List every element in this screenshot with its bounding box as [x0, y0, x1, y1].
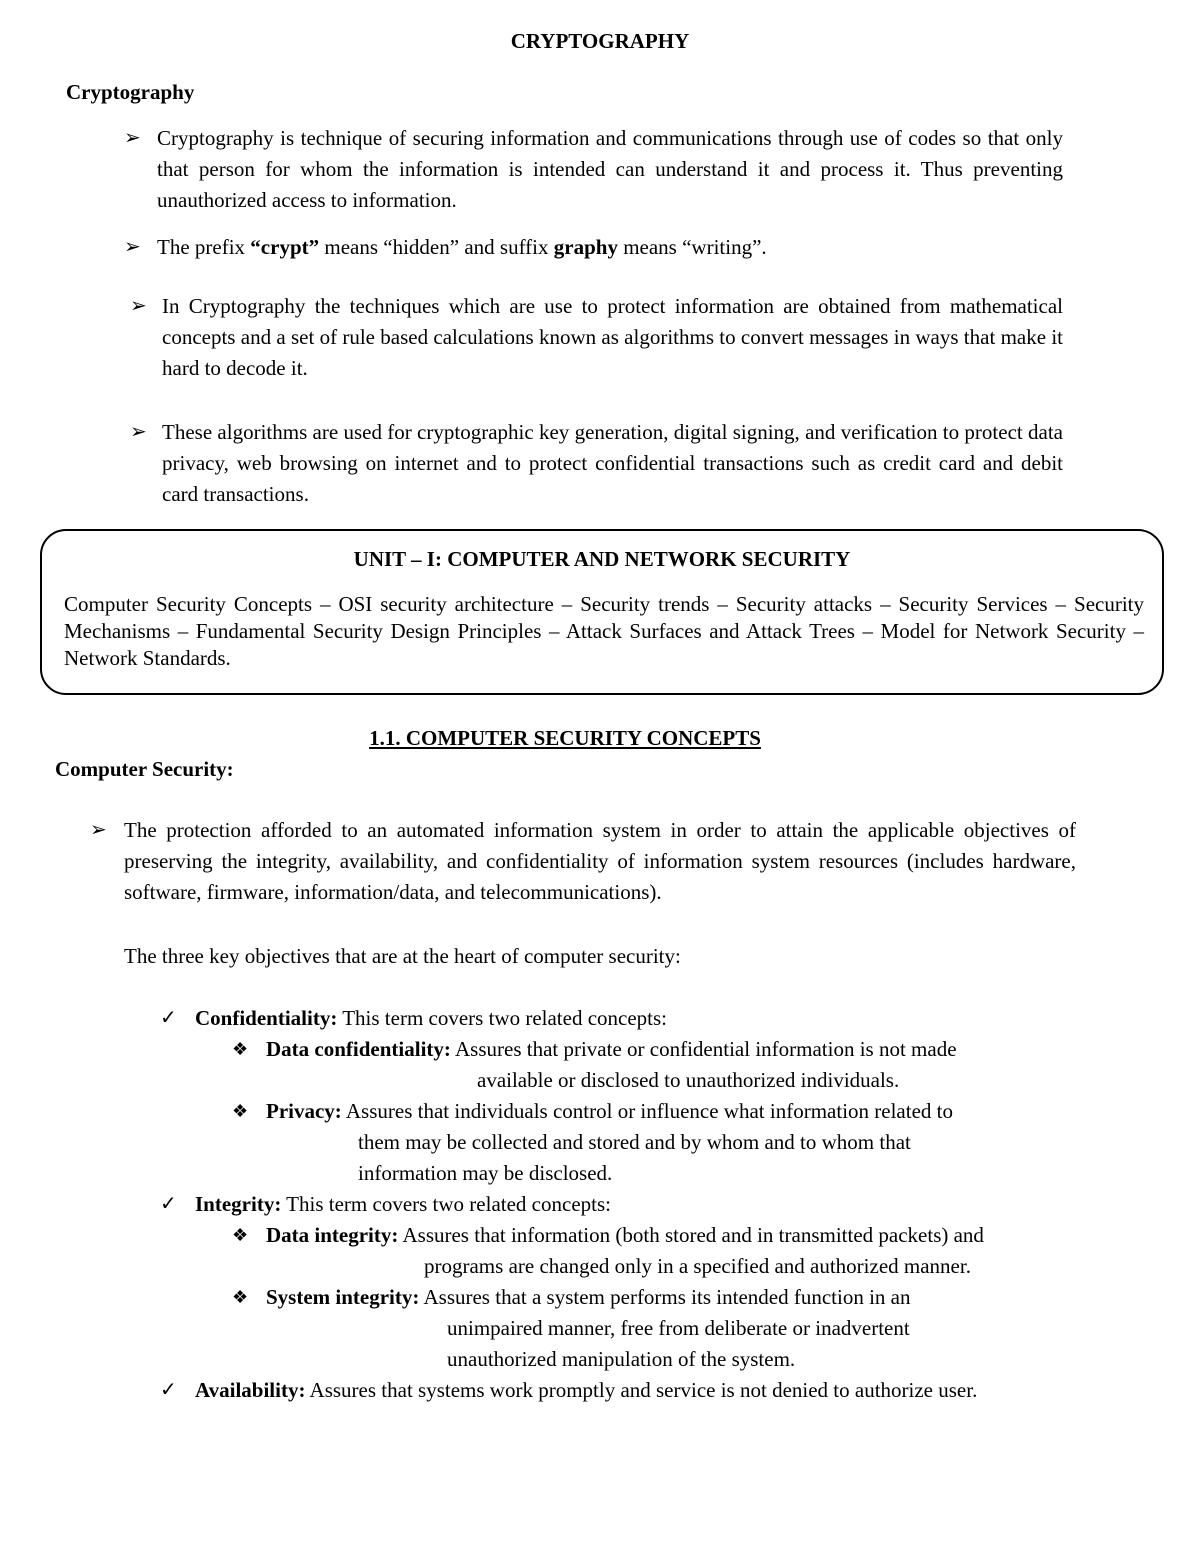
privacy	[266, 1096, 953, 1127]
section-1-1-title: 1.1. COMPUTER SECURITY CONCEPTS	[369, 726, 761, 750]
privacy-text-2: them may be collected and stored and by whom and to whom that	[358, 1130, 911, 1154]
data-integrity	[266, 1220, 984, 1251]
computer-security-subheading: Computer Security:	[55, 757, 234, 781]
arrow-bullet-icon: ➢	[124, 127, 141, 149]
bullet2-crypt: “crypt”	[250, 235, 320, 259]
data-integrity-text-1: Assures that information (both stored and in transmitted packets) and	[398, 1223, 984, 1247]
objective-availability	[195, 1375, 977, 1406]
data-confidentiality	[266, 1034, 957, 1065]
integrity-text: This term covers two related concepts:	[281, 1192, 611, 1216]
bullet2-text-a: The prefix	[157, 235, 251, 259]
objective-integrity	[195, 1189, 611, 1220]
confidentiality-text: This term covers two related concepts:	[337, 1006, 668, 1030]
diamond-bullet-icon: ❖	[232, 1287, 249, 1307]
doc-title: CRYPTOGRAPHY	[510, 29, 690, 53]
integrity-label: Integrity:	[195, 1192, 282, 1216]
data-confidentiality-label: Data confidentiality:	[266, 1037, 451, 1061]
check-icon: ✓	[160, 1007, 177, 1029]
unit-description: Computer Security Concepts – OSI security architecture – Security trends – Security attacks – Security Services – Security Mechanisms – Fundamental Security Design Principles – Attack Surfaces and Attack Trees – Model for Network Security – Network Standards.	[64, 592, 1144, 670]
check-icon: ✓	[160, 1193, 177, 1215]
arrow-bullet-icon: ➢	[130, 421, 147, 443]
system-integrity	[266, 1282, 910, 1313]
crypto-bullet-2	[157, 232, 1063, 263]
crypto-bullet-3: In Cryptography the techniques which are use to protect information are obtained from mathematical concepts and a set of rule based calculations known as algorithms to convert messages in ways that make it hard to decode it.	[162, 294, 1063, 380]
availability-label: Availability:	[195, 1378, 306, 1402]
crypto-bullet-4: These algorithms are used for cryptographic key generation, digital signing, and verification to protect data privacy, web browsing on internet and to protect confidential transactions such as credit card and debit card transactions.	[162, 420, 1063, 506]
objective-confidentiality	[195, 1003, 667, 1034]
crypto-bullet-1: Cryptography is technique of securing information and communications through use of codes so that only that person for whom the information is intended can understand it and process it. Thus preventing unauthorized access to information.	[157, 126, 1063, 212]
data-integrity-text-2: programs are changed only in a specified and authorized manner.	[424, 1254, 971, 1278]
system-integrity-label: System integrity:	[266, 1285, 420, 1309]
data-confidentiality-text-2: available or disclosed to unauthorized individuals.	[477, 1068, 900, 1092]
bullet2-text-e: means “writing”.	[617, 235, 767, 259]
arrow-bullet-icon: ➢	[124, 236, 141, 258]
privacy-text-1: Assures that individuals control or influence what information related to	[341, 1099, 953, 1123]
section-heading-cryptography: Cryptography	[66, 80, 195, 104]
system-integrity-text-3: unauthorized manipulation of the system.	[447, 1347, 796, 1371]
arrow-bullet-icon: ➢	[130, 295, 147, 317]
check-icon: ✓	[160, 1379, 177, 1401]
data-integrity-label: Data integrity:	[266, 1223, 399, 1247]
privacy-text-3: information may be disclosed.	[358, 1161, 613, 1185]
confidentiality-label: Confidentiality:	[195, 1006, 338, 1030]
bullet2-text-c: means “hidden” and suffix	[319, 235, 554, 259]
data-confidentiality-text-1: Assures that private or confidential information is not made	[450, 1037, 957, 1061]
system-integrity-text-2: unimpaired manner, free from deliberate or inadvertent	[447, 1316, 910, 1340]
availability-text: Assures that systems work promptly and service is not denied to authorize user.	[305, 1378, 978, 1402]
arrow-bullet-icon: ➢	[90, 819, 107, 841]
diamond-bullet-icon: ❖	[232, 1225, 249, 1245]
diamond-bullet-icon: ❖	[232, 1039, 249, 1059]
privacy-label: Privacy:	[266, 1099, 342, 1123]
system-integrity-text-1: Assures that a system performs its intended function in an	[419, 1285, 911, 1309]
unit-title: UNIT – I: COMPUTER AND NETWORK SECURITY	[353, 547, 851, 571]
computer-security-definition: The protection afforded to an automated information system in order to attain the applicable objectives of preserving the integrity, availability, and confidentiality of information system resources (includes hardware, software, firmware, information/data, and telecommunications).	[124, 818, 1076, 904]
bullet2-graphy: graphy	[553, 235, 618, 259]
diamond-bullet-icon: ❖	[232, 1101, 249, 1121]
objectives-intro: The three key objectives that are at the heart of computer security:	[124, 944, 681, 968]
